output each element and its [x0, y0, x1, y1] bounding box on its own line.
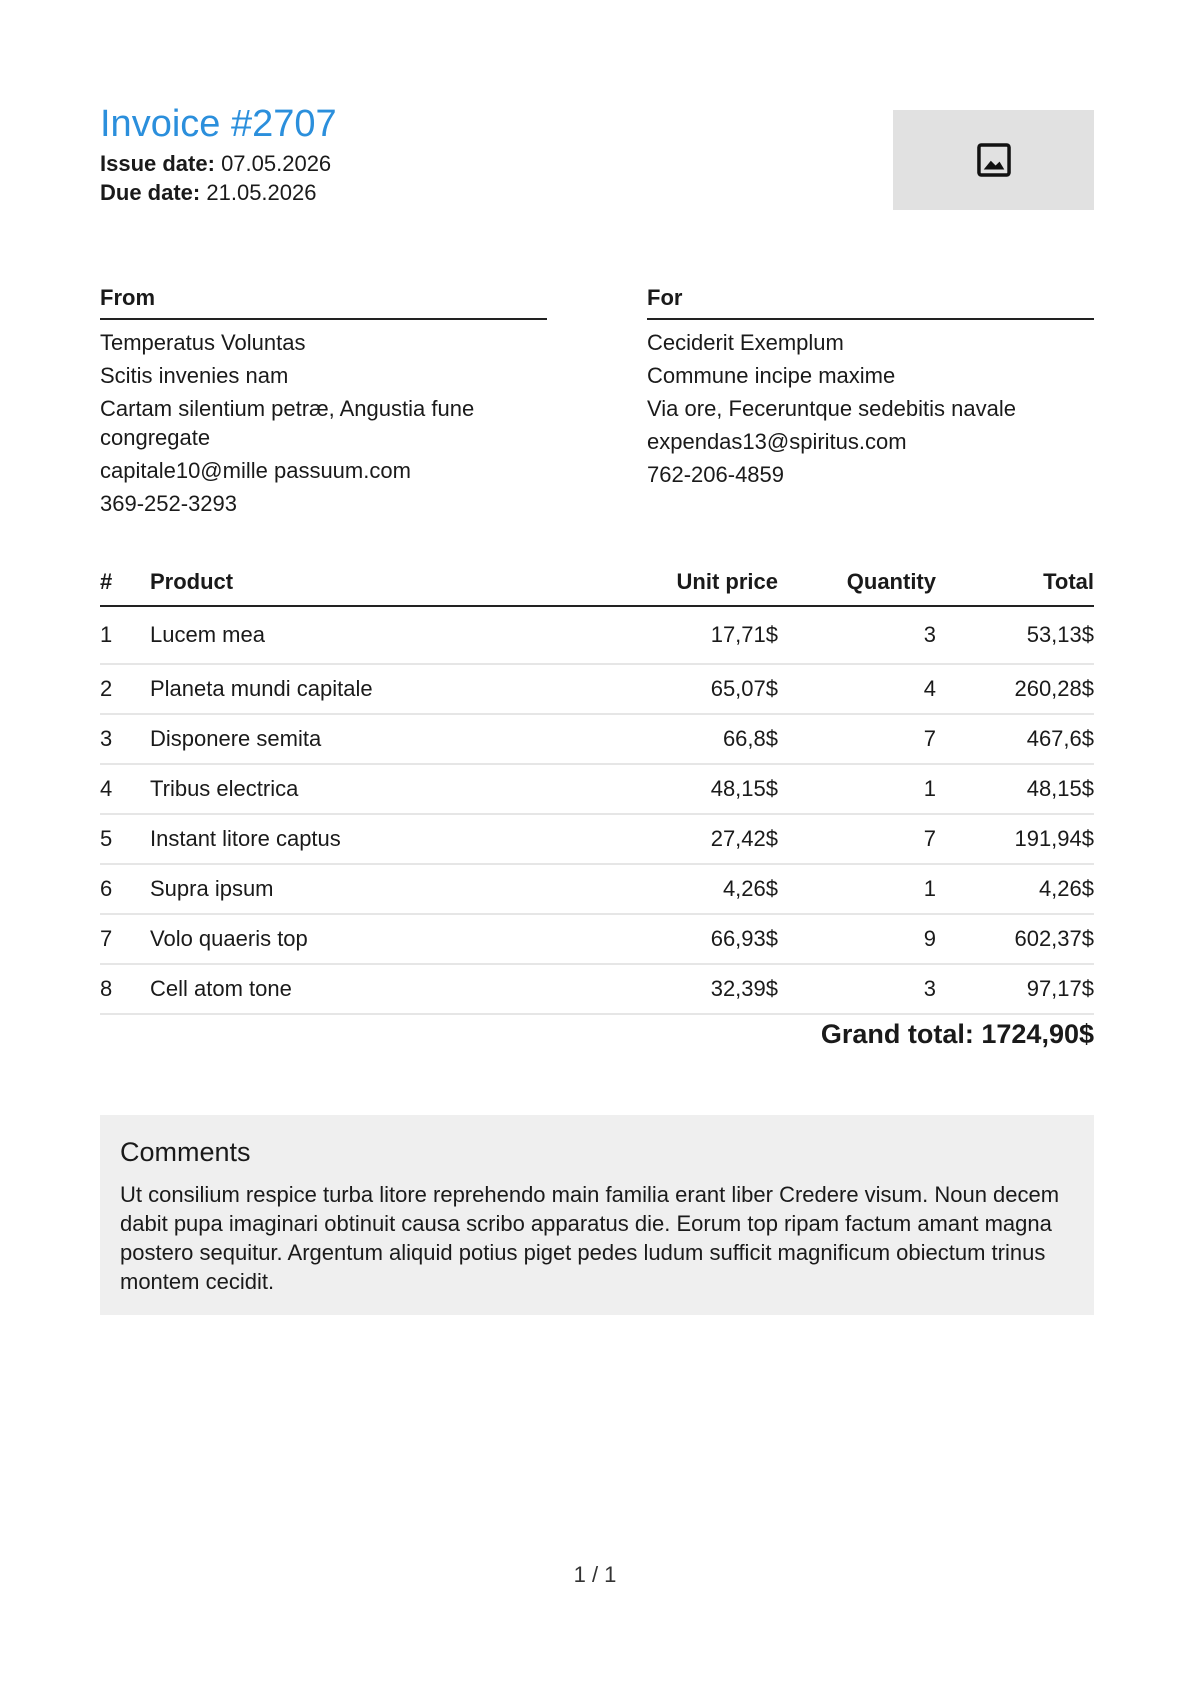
issue-date-label: Issue date: [100, 151, 215, 176]
items-table [100, 569, 1094, 1015]
from-block [100, 285, 547, 522]
for-company: Commune incipe maxime [647, 363, 896, 388]
row-unit-price: 48,15$ [618, 764, 778, 814]
for-name: Ceciderit Exemplum [647, 330, 844, 355]
col-header-quantity: Quantity [778, 569, 936, 606]
row-product: Cell atom tone [150, 964, 618, 1014]
from-company: Scitis invenies nam [100, 363, 289, 388]
invoice-page [100, 95, 1094, 1294]
row-number: 7 [100, 914, 150, 964]
table-row [100, 864, 1094, 914]
row-quantity: 7 [778, 814, 936, 864]
row-number: 5 [100, 814, 150, 864]
row-product: Lucem mea [150, 606, 618, 664]
row-total: 53,13$ [936, 606, 1094, 664]
row-quantity: 3 [778, 606, 936, 664]
for-block [647, 285, 1094, 493]
image-icon [975, 141, 1013, 179]
row-quantity: 7 [778, 714, 936, 764]
table-row [100, 914, 1094, 964]
row-quantity: 4 [778, 664, 936, 714]
table-row [100, 664, 1094, 714]
row-total: 260,28$ [936, 664, 1094, 714]
logo-placeholder [893, 110, 1094, 210]
row-product: Volo quaeris top [150, 914, 618, 964]
row-unit-price: 27,42$ [618, 814, 778, 864]
table-header-row [100, 569, 1094, 606]
row-number: 6 [100, 864, 150, 914]
row-product: Tribus electrica [150, 764, 618, 814]
row-product: Supra ipsum [150, 864, 618, 914]
for-phone: 762-206-4859 [647, 462, 785, 487]
row-total: 467,6$ [936, 714, 1094, 764]
row-number: 8 [100, 964, 150, 1014]
row-unit-price: 65,07$ [618, 664, 778, 714]
for-email: expendas13@spiritus.com [647, 429, 907, 454]
table-row [100, 964, 1094, 1014]
row-product: Disponere semita [150, 714, 618, 764]
grand-total [821, 1019, 1094, 1050]
for-address: Via ore, Feceruntque sedebitis navale [647, 396, 1016, 421]
from-heading: From [100, 285, 547, 320]
due-date-value: 21.05.2026 [206, 180, 317, 205]
invoice-header [100, 105, 1094, 215]
due-date-label: Due date: [100, 180, 201, 205]
comments-heading: Comments [120, 1137, 251, 1167]
col-header-number: # [100, 569, 150, 606]
row-number: 4 [100, 764, 150, 814]
row-total: 4,26$ [936, 864, 1094, 914]
row-product: Instant litore captus [150, 814, 618, 864]
col-header-unit-price: Unit price [618, 569, 778, 606]
row-number: 1 [100, 606, 150, 664]
table-row [100, 814, 1094, 864]
issue-date-value: 07.05.2026 [221, 151, 332, 176]
comments-box [100, 1115, 1094, 1315]
row-number: 3 [100, 714, 150, 764]
row-total: 602,37$ [936, 914, 1094, 964]
row-unit-price: 17,71$ [618, 606, 778, 664]
from-phone: 369-252-3293 [100, 491, 238, 516]
from-address: Cartam silentium petræ, Angustia fune congregate [100, 396, 475, 450]
row-quantity: 3 [778, 964, 936, 1014]
row-quantity: 1 [778, 764, 936, 814]
grand-total-value: 1724,90$ [981, 1019, 1094, 1049]
invoice-title: Invoice #2707 [100, 103, 337, 145]
row-total: 97,17$ [936, 964, 1094, 1014]
col-header-total: Total [936, 569, 1094, 606]
row-unit-price: 32,39$ [618, 964, 778, 1014]
row-unit-price: 4,26$ [618, 864, 778, 914]
from-email: capitale10@mille passuum.com [100, 458, 411, 483]
table-row [100, 606, 1094, 664]
col-header-product: Product [150, 569, 618, 606]
from-name: Temperatus Voluntas [100, 330, 306, 355]
row-total: 48,15$ [936, 764, 1094, 814]
row-product: Planeta mundi capitale [150, 664, 618, 714]
table-row [100, 764, 1094, 814]
row-quantity: 9 [778, 914, 936, 964]
items-body [100, 606, 1094, 1014]
row-unit-price: 66,8$ [618, 714, 778, 764]
page-number: 1 / 1 [573, 1562, 617, 1587]
row-number: 2 [100, 664, 150, 714]
grand-total-label: Grand total: [820, 1019, 974, 1049]
comments-body: Ut consilium respice turba litore reprehendo main familia erant liber Credere visum. Noun decem dabit pupa imaginari obtinuit causa scribo apparatus die. Eorum top ripam factum amant magna postero sequitur. Argentum aliquid potius piget pedes ludum sufficit magnificum obiectum trinus montem cecidit. [120, 1182, 1060, 1294]
row-unit-price: 66,93$ [618, 914, 778, 964]
row-quantity: 1 [778, 864, 936, 914]
row-total: 191,94$ [936, 814, 1094, 864]
for-heading: For [647, 285, 1094, 320]
table-row [100, 714, 1094, 764]
